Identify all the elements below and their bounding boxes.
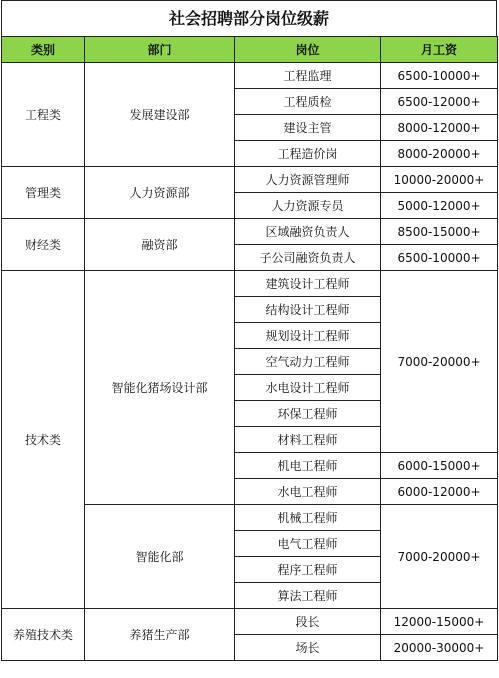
position-cell: 算法工程师 — [235, 583, 381, 609]
category-cell: 养殖技术类 — [2, 609, 85, 661]
department-cell: 养猪生产部 — [85, 609, 235, 661]
position-cell: 场长 — [235, 635, 381, 661]
department-cell: 智能化部 — [85, 505, 235, 609]
salary-cell: 10000-20000+ — [381, 167, 498, 193]
position-cell: 段长 — [235, 609, 381, 635]
position-cell: 工程监理 — [235, 63, 381, 89]
header-position: 岗位 — [235, 37, 381, 63]
position-cell: 人力资源管理师 — [235, 167, 381, 193]
category-cell: 财经类 — [2, 219, 85, 271]
department-cell: 智能化猪场设计部 — [85, 271, 235, 505]
department-cell: 融资部 — [85, 219, 235, 271]
header-category: 类别 — [2, 37, 85, 63]
position-cell: 工程造价岗 — [235, 141, 381, 167]
position-cell: 材料工程师 — [235, 427, 381, 453]
position-cell: 区域融资负责人 — [235, 219, 381, 245]
header-department: 部门 — [85, 37, 235, 63]
salary-cell: 6500-10000+ — [381, 63, 498, 89]
salary-cell: 8000-12000+ — [381, 115, 498, 141]
position-cell: 建设主管 — [235, 115, 381, 141]
salary-document — [1, 0, 497, 661]
salary-table — [1, 36, 498, 661]
salary-cell: 6500-12000+ — [381, 89, 498, 115]
table-row — [2, 63, 498, 89]
position-cell: 机械工程师 — [235, 505, 381, 531]
table-row — [2, 219, 498, 245]
header-row — [2, 37, 498, 63]
position-cell: 空气动力工程师 — [235, 349, 381, 375]
position-cell: 水电工程师 — [235, 479, 381, 505]
position-cell: 环保工程师 — [235, 401, 381, 427]
salary-cell: 8000-20000+ — [381, 141, 498, 167]
salary-cell: 20000-30000+ — [381, 635, 498, 661]
category-cell: 工程类 — [2, 63, 85, 167]
salary-cell: 12000-15000+ — [381, 609, 498, 635]
salary-cell: 7000-20000+ — [381, 271, 498, 453]
header-salary: 月工资 — [381, 37, 498, 63]
salary-cell: 5000-12000+ — [381, 193, 498, 219]
salary-cell: 6500-10000+ — [381, 245, 498, 271]
salary-cell: 8500-15000+ — [381, 219, 498, 245]
position-cell: 子公司融资负责人 — [235, 245, 381, 271]
department-cell: 发展建设部 — [85, 63, 235, 167]
position-cell: 结构设计工程师 — [235, 297, 381, 323]
position-cell: 水电设计工程师 — [235, 375, 381, 401]
salary-cell: 7000-20000+ — [381, 505, 498, 609]
table-row — [2, 167, 498, 193]
position-cell: 电气工程师 — [235, 531, 381, 557]
salary-cell: 6000-15000+ — [381, 453, 498, 479]
position-cell: 机电工程师 — [235, 453, 381, 479]
table-row — [2, 609, 498, 635]
table-row — [2, 271, 498, 297]
position-cell: 程序工程师 — [235, 557, 381, 583]
position-cell: 规划设计工程师 — [235, 323, 381, 349]
position-cell: 建筑设计工程师 — [235, 271, 381, 297]
position-cell: 人力资源专员 — [235, 193, 381, 219]
department-cell: 人力资源部 — [85, 167, 235, 219]
table-body — [2, 63, 498, 661]
category-cell: 管理类 — [2, 167, 85, 219]
position-cell: 工程质检 — [235, 89, 381, 115]
category-cell: 技术类 — [2, 271, 85, 609]
salary-cell: 6000-12000+ — [381, 479, 498, 505]
page-title: 社会招聘部分岗位级薪 — [1, 0, 497, 36]
